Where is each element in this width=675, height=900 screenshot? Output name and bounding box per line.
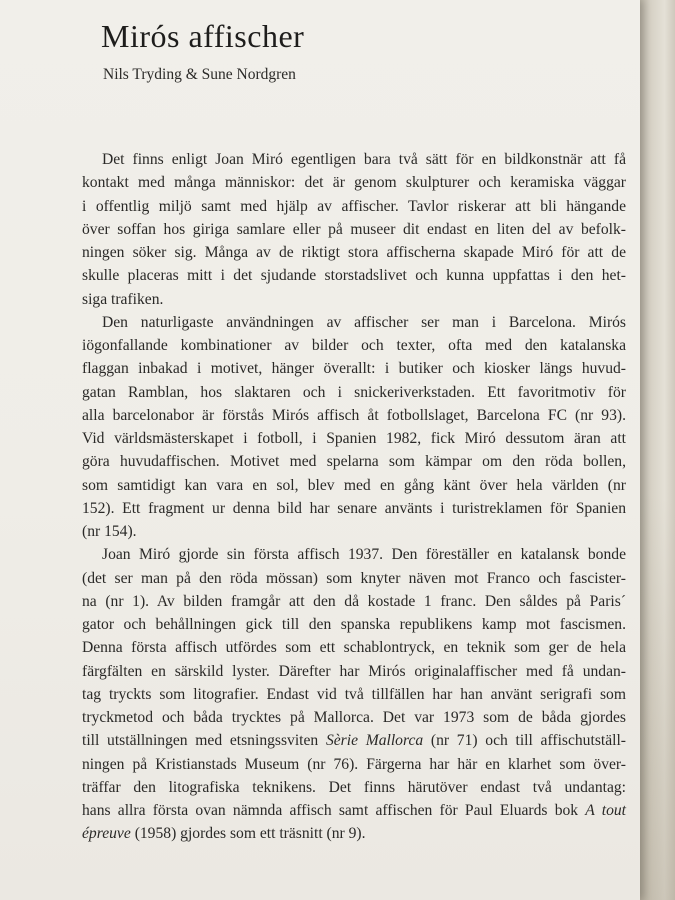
- text-line: flaggan inbakad i motivet, hänger överallt: i butiker och kiosker längs huvud-: [82, 360, 626, 378]
- text-line: Joan Miró gjorde sin första affisch 1937. Den föreställer en katalansk bonde: [102, 546, 626, 564]
- text-line: Den naturligaste användningen av affischer ser man i Barcelona. Mirós: [102, 313, 626, 331]
- text-line: 152). Ett fragment ur denna bild har senare använts i turistreklamen för Spanien: [82, 499, 626, 517]
- text-fragment: till utställningen med etsningssviten: [82, 732, 319, 750]
- body-text: [82, 148, 626, 846]
- text-line: göra huvudaffischen. Motivet med spelarna som kämpar om den röda bollen,: [82, 453, 626, 471]
- text-line: na (nr 1). Av bilden framgår att den då kostade 1 franc. Den såldes på Paris´: [82, 592, 626, 610]
- text-line: kontakt med många människor: det är genom skulpturer och keramiska väggar: [82, 174, 626, 192]
- text-line: Denna första affisch utfördes som ett schablontryck, en teknik som ger de hela: [82, 639, 626, 657]
- text-line: Det finns enligt Joan Miró egentligen bara två sätt för en bildkonstnär att få: [102, 151, 626, 168]
- text-line: gatan Ramblan, hos slaktaren och i snickeriverkstaden. Ett favoritmotiv för: [82, 383, 626, 401]
- text-line: (det ser man på den röda mössan) som knyter näven mot Franco och fascister-: [82, 569, 626, 587]
- chapter-authors: Nils Tryding & Sune Nordgren: [103, 66, 296, 83]
- text-line: [82, 799, 626, 822]
- text-line: tag tryckts som litografier. Endast vid två tillfällen har han använt serigrafi som: [82, 685, 626, 703]
- text-line: över soffan hos giriga samlare eller på museer dit endast en liten del av befolk-: [82, 220, 626, 238]
- italic-title-a-tout: A tout: [585, 802, 627, 819]
- text-line: gator och behållningen gick till den spanska republikens kamp mot fascismen.: [82, 616, 626, 633]
- text-line: Vid världsmästerskapet i fotboll, i Spanien 1982, fick Miró dessutom äran att: [82, 430, 626, 447]
- text-line: ningen på Kristianstads Museum (nr 76). Färgerna har här en klarhet som över-: [82, 755, 626, 773]
- text-fragment: hans allra första ovan nämnda affisch samt affischen för Paul Eluards bok: [82, 802, 579, 819]
- text-line: (nr 154).: [82, 523, 137, 540]
- text-line: iögonfallande kombinationer av bilder och texter, ofta med den katalanska: [82, 337, 626, 354]
- page-shadow: [640, 0, 675, 900]
- text-line: ningen söker sig. Många av de riktigt stora affischerna skapade Miró för att de: [82, 244, 626, 261]
- text-line: alla barcelonabor är förstås Mirós affisch åt fotbollslaget, Barcelona FC (nr 93).: [82, 406, 626, 424]
- text-line: [82, 822, 626, 845]
- text-fragment: (nr 71) och till affischutställ-: [430, 732, 626, 750]
- italic-title-epreuve: épreuve: [82, 825, 131, 843]
- text-line: i offentlig miljö samt med hjälp av affischer. Tavlor riskerar att bli hängande: [82, 197, 626, 215]
- text-line: tryckmetod och båda trycktes på Mallorca. Det var 1973 som de båda gjordes: [82, 709, 626, 726]
- italic-title-serie-mallorca: Sèrie Mallorca: [325, 732, 424, 750]
- text-line: som samtidigt kan vara en sol, blev med en gång känt över hela världen (nr: [82, 476, 626, 494]
- text-line: färgfälten en särskild lyster. Därefter har Mirós originalaffischer med få undan-: [82, 662, 626, 680]
- text-line: skulle placeras mitt i det sjudande storstadslivet och kunna uppfattas i den het-: [82, 267, 626, 285]
- text-fragment: (1958) gjordes som ett träsnitt (nr 9).: [134, 825, 366, 843]
- text-line: [82, 729, 626, 752]
- text-line: siga trafiken.: [82, 290, 164, 308]
- text-line: träffar den litografiska teknikens. Det finns härutöver endast två undantag:: [82, 778, 626, 796]
- chapter-title: Mirós affischer: [101, 18, 305, 54]
